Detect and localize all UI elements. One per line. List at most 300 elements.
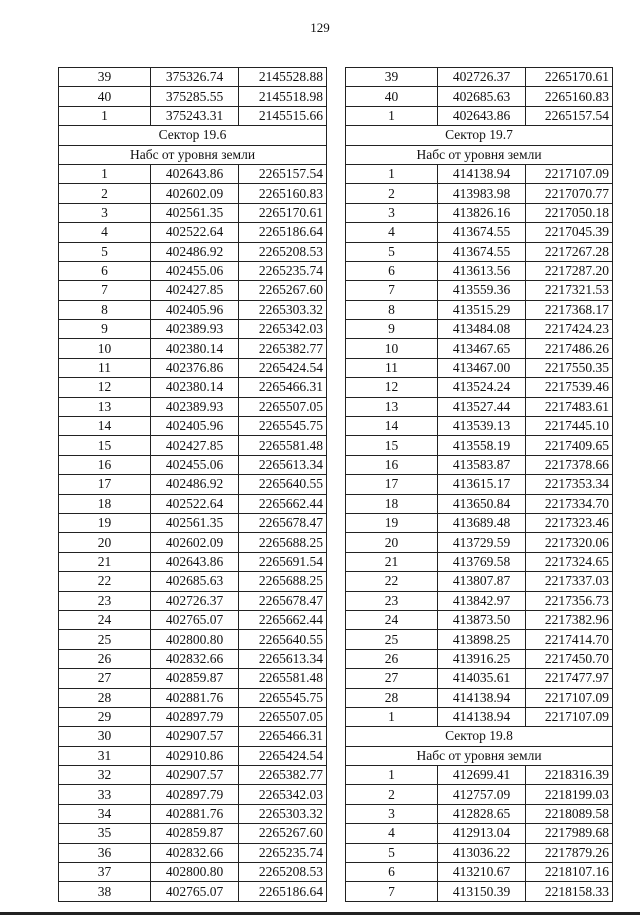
x-coordinate-cell: 402561.35: [151, 203, 239, 222]
y-coordinate-cell: 2265342.03: [239, 320, 327, 339]
table-row: [59, 300, 327, 319]
table-row: [346, 804, 613, 823]
x-coordinate-cell: 413615.17: [438, 475, 526, 494]
x-coordinate-cell: 414138.94: [438, 707, 526, 726]
y-coordinate-cell: 2265688.25: [239, 533, 327, 552]
x-coordinate-cell: 413150.39: [438, 882, 526, 901]
table-row: [59, 552, 327, 571]
x-coordinate-cell: 402643.86: [438, 106, 526, 125]
y-coordinate-cell: 2265208.53: [239, 242, 327, 261]
x-coordinate-cell: 375243.31: [151, 106, 239, 125]
point-number-cell: 16: [59, 455, 151, 474]
point-number-cell: 1: [59, 106, 151, 125]
point-number-cell: 25: [346, 630, 438, 649]
y-coordinate-cell: 2217450.70: [526, 649, 613, 668]
x-coordinate-cell: 402800.80: [151, 863, 239, 882]
table-row: [59, 87, 327, 106]
x-coordinate-cell: 402380.14: [151, 378, 239, 397]
y-coordinate-cell: 2265466.31: [239, 727, 327, 746]
point-number-cell: 5: [346, 843, 438, 862]
x-coordinate-cell: 414138.94: [438, 164, 526, 183]
table-row: [346, 436, 613, 455]
x-coordinate-cell: 413559.36: [438, 281, 526, 300]
section-heading-row: [59, 145, 327, 164]
table-row: [59, 397, 327, 416]
point-number-cell: 36: [59, 843, 151, 862]
x-coordinate-cell: 413036.22: [438, 843, 526, 862]
point-number-cell: 18: [59, 494, 151, 513]
x-coordinate-cell: 402389.93: [151, 320, 239, 339]
point-number-cell: 23: [346, 591, 438, 610]
point-number-cell: 40: [346, 87, 438, 106]
point-number-cell: 17: [59, 475, 151, 494]
x-coordinate-cell: 402726.37: [438, 68, 526, 87]
x-coordinate-cell: 375326.74: [151, 68, 239, 87]
x-coordinate-cell: 402907.57: [151, 727, 239, 746]
y-coordinate-cell: 2265424.54: [239, 358, 327, 377]
x-coordinate-cell: 402685.63: [438, 87, 526, 106]
x-coordinate-cell: 402859.87: [151, 669, 239, 688]
x-coordinate-cell: 413842.97: [438, 591, 526, 610]
table-row: [59, 824, 327, 843]
point-number-cell: 37: [59, 863, 151, 882]
point-number-cell: 9: [59, 320, 151, 339]
x-coordinate-cell: 402897.79: [151, 785, 239, 804]
point-number-cell: 16: [346, 455, 438, 474]
x-coordinate-cell: 413583.87: [438, 455, 526, 474]
table-row: [346, 572, 613, 591]
table-row: [59, 164, 327, 183]
point-number-cell: 35: [59, 824, 151, 843]
x-coordinate-cell: 402602.09: [151, 533, 239, 552]
point-number-cell: 20: [346, 533, 438, 552]
table-row: [346, 320, 613, 339]
table-row: [346, 378, 613, 397]
table-row: [59, 649, 327, 668]
y-coordinate-cell: 2265581.48: [239, 436, 327, 455]
point-number-cell: 6: [346, 261, 438, 280]
y-coordinate-cell: 2217045.39: [526, 223, 613, 242]
point-number-cell: 1: [346, 707, 438, 726]
x-coordinate-cell: 402643.86: [151, 164, 239, 183]
table-row: [346, 242, 613, 261]
y-coordinate-cell: 2217539.46: [526, 378, 613, 397]
y-coordinate-cell: 2265662.44: [239, 494, 327, 513]
table-row: [346, 707, 613, 726]
y-coordinate-cell: 2218089.58: [526, 804, 613, 823]
coordinates-table-left: [58, 67, 327, 902]
table-row: [346, 863, 613, 882]
x-coordinate-cell: 402376.86: [151, 358, 239, 377]
point-number-cell: 27: [346, 669, 438, 688]
point-number-cell: 4: [346, 824, 438, 843]
section-heading: Сектор 19.7: [346, 126, 613, 145]
x-coordinate-cell: 402602.09: [151, 184, 239, 203]
y-coordinate-cell: 2265507.05: [239, 707, 327, 726]
table-row: [346, 223, 613, 242]
table-row: [59, 203, 327, 222]
x-coordinate-cell: 413484.08: [438, 320, 526, 339]
x-coordinate-cell: 413527.44: [438, 397, 526, 416]
x-coordinate-cell: 402832.66: [151, 843, 239, 862]
x-coordinate-cell: 402561.35: [151, 513, 239, 532]
y-coordinate-cell: 2265157.54: [526, 106, 613, 125]
y-coordinate-cell: 2265157.54: [239, 164, 327, 183]
y-coordinate-cell: 2217334.70: [526, 494, 613, 513]
y-coordinate-cell: 2145528.88: [239, 68, 327, 87]
y-coordinate-cell: 2217287.20: [526, 261, 613, 280]
y-coordinate-cell: 2265678.47: [239, 513, 327, 532]
table-row: [59, 339, 327, 358]
x-coordinate-cell: 402765.07: [151, 610, 239, 629]
point-number-cell: 24: [59, 610, 151, 629]
section-heading-row: [346, 145, 613, 164]
table-row: [346, 494, 613, 513]
table-row: [59, 106, 327, 125]
x-coordinate-cell: 413898.25: [438, 630, 526, 649]
x-coordinate-cell: 402832.66: [151, 649, 239, 668]
table-row: [346, 261, 613, 280]
x-coordinate-cell: 402726.37: [151, 591, 239, 610]
x-coordinate-cell: 413689.48: [438, 513, 526, 532]
x-coordinate-cell: 402685.63: [151, 572, 239, 591]
y-coordinate-cell: 2265186.64: [239, 223, 327, 242]
page-number: 129: [310, 20, 330, 35]
table-row: [59, 378, 327, 397]
point-number-cell: 19: [59, 513, 151, 532]
table-row: [346, 300, 613, 319]
y-coordinate-cell: 2217879.26: [526, 843, 613, 862]
point-number-cell: 20: [59, 533, 151, 552]
section-heading: Набс от уровня земли: [346, 746, 613, 765]
x-coordinate-cell: 402455.06: [151, 261, 239, 280]
point-number-cell: 10: [59, 339, 151, 358]
x-coordinate-cell: 402486.92: [151, 242, 239, 261]
x-coordinate-cell: 402765.07: [151, 882, 239, 901]
x-coordinate-cell: 375285.55: [151, 87, 239, 106]
y-coordinate-cell: 2217050.18: [526, 203, 613, 222]
y-coordinate-cell: 2265382.77: [239, 766, 327, 785]
point-number-cell: 19: [346, 513, 438, 532]
coordinates-table-right: [345, 67, 613, 902]
y-coordinate-cell: 2217486.26: [526, 339, 613, 358]
table-row: [346, 397, 613, 416]
x-coordinate-cell: 413729.59: [438, 533, 526, 552]
table-row: [346, 358, 613, 377]
x-coordinate-cell: 413467.00: [438, 358, 526, 377]
y-coordinate-cell: 2218107.16: [526, 863, 613, 882]
y-coordinate-cell: 2217324.65: [526, 552, 613, 571]
y-coordinate-cell: 2265424.54: [239, 746, 327, 765]
point-number-cell: 2: [346, 785, 438, 804]
y-coordinate-cell: 2265208.53: [239, 863, 327, 882]
y-coordinate-cell: 2265545.75: [239, 688, 327, 707]
y-coordinate-cell: 2265688.25: [239, 572, 327, 591]
table-row: [346, 824, 613, 843]
table-row: [59, 223, 327, 242]
table-row: [346, 785, 613, 804]
x-coordinate-cell: 413769.58: [438, 552, 526, 571]
point-number-cell: 8: [346, 300, 438, 319]
point-number-cell: 33: [59, 785, 151, 804]
section-heading: Сектор 19.8: [346, 727, 613, 746]
table-row: [59, 804, 327, 823]
point-number-cell: 2: [346, 184, 438, 203]
table-row: [59, 882, 327, 901]
y-coordinate-cell: 2265613.34: [239, 455, 327, 474]
y-coordinate-cell: 2217070.77: [526, 184, 613, 203]
y-coordinate-cell: 2265581.48: [239, 669, 327, 688]
section-heading-row: [346, 727, 613, 746]
y-coordinate-cell: 2265640.55: [239, 630, 327, 649]
y-coordinate-cell: 2265170.61: [526, 68, 613, 87]
table-row: [59, 436, 327, 455]
table-row: [59, 261, 327, 280]
table-row: [346, 184, 613, 203]
y-coordinate-cell: 2217368.17: [526, 300, 613, 319]
table-row: [346, 455, 613, 474]
x-coordinate-cell: 413650.84: [438, 494, 526, 513]
y-coordinate-cell: 2265170.61: [239, 203, 327, 222]
point-number-cell: 2: [59, 184, 151, 203]
table-row: [346, 882, 613, 901]
x-coordinate-cell: 402427.85: [151, 436, 239, 455]
point-number-cell: 6: [346, 863, 438, 882]
table-row: [346, 417, 613, 436]
table-row: [346, 68, 613, 87]
point-number-cell: 13: [346, 397, 438, 416]
table-row: [346, 669, 613, 688]
point-number-cell: 21: [346, 552, 438, 571]
y-coordinate-cell: 2217378.66: [526, 455, 613, 474]
table-row: [59, 707, 327, 726]
y-coordinate-cell: 2265235.74: [239, 843, 327, 862]
y-coordinate-cell: 2265507.05: [239, 397, 327, 416]
table-row: [59, 572, 327, 591]
point-number-cell: 9: [346, 320, 438, 339]
x-coordinate-cell: 413873.50: [438, 610, 526, 629]
point-number-cell: 27: [59, 669, 151, 688]
point-number-cell: 24: [346, 610, 438, 629]
point-number-cell: 12: [59, 378, 151, 397]
point-number-cell: 39: [346, 68, 438, 87]
point-number-cell: 22: [59, 572, 151, 591]
point-number-cell: 32: [59, 766, 151, 785]
x-coordinate-cell: 402859.87: [151, 824, 239, 843]
y-coordinate-cell: 2217414.70: [526, 630, 613, 649]
table-row: [59, 591, 327, 610]
y-coordinate-cell: 2218316.39: [526, 766, 613, 785]
x-coordinate-cell: 414138.94: [438, 688, 526, 707]
y-coordinate-cell: 2265613.34: [239, 649, 327, 668]
point-number-cell: 18: [346, 494, 438, 513]
y-coordinate-cell: 2217107.09: [526, 164, 613, 183]
x-coordinate-cell: 402522.64: [151, 223, 239, 242]
x-coordinate-cell: 412699.41: [438, 766, 526, 785]
y-coordinate-cell: 2218199.03: [526, 785, 613, 804]
table-row: [59, 766, 327, 785]
table-row: [59, 610, 327, 629]
y-coordinate-cell: 2217107.09: [526, 707, 613, 726]
point-number-cell: 31: [59, 746, 151, 765]
table-row: [346, 203, 613, 222]
x-coordinate-cell: 402897.79: [151, 707, 239, 726]
point-number-cell: 4: [59, 223, 151, 242]
x-coordinate-cell: 413674.55: [438, 242, 526, 261]
table-row: [346, 552, 613, 571]
y-coordinate-cell: 2217445.10: [526, 417, 613, 436]
x-coordinate-cell: 413983.98: [438, 184, 526, 203]
x-coordinate-cell: 413613.56: [438, 261, 526, 280]
point-number-cell: 6: [59, 261, 151, 280]
table-row: [346, 533, 613, 552]
table-row: [59, 358, 327, 377]
table-row: [346, 164, 613, 183]
x-coordinate-cell: 413524.24: [438, 378, 526, 397]
y-coordinate-cell: 2217382.96: [526, 610, 613, 629]
point-number-cell: 22: [346, 572, 438, 591]
point-number-cell: 3: [59, 203, 151, 222]
x-coordinate-cell: 413558.19: [438, 436, 526, 455]
y-coordinate-cell: 2217409.65: [526, 436, 613, 455]
table-row: [59, 475, 327, 494]
x-coordinate-cell: 413515.29: [438, 300, 526, 319]
x-coordinate-cell: 402405.96: [151, 300, 239, 319]
x-coordinate-cell: 402455.06: [151, 455, 239, 474]
point-number-cell: 1: [346, 766, 438, 785]
y-coordinate-cell: 2265662.44: [239, 610, 327, 629]
x-coordinate-cell: 413674.55: [438, 223, 526, 242]
x-coordinate-cell: 402800.80: [151, 630, 239, 649]
point-number-cell: 28: [59, 688, 151, 707]
table-row: [346, 649, 613, 668]
y-coordinate-cell: 2265678.47: [239, 591, 327, 610]
table-row: [59, 533, 327, 552]
table-row: [59, 320, 327, 339]
y-coordinate-cell: 2265691.54: [239, 552, 327, 571]
point-number-cell: 23: [59, 591, 151, 610]
x-coordinate-cell: 412913.04: [438, 824, 526, 843]
x-coordinate-cell: 402881.76: [151, 688, 239, 707]
table-row: [59, 68, 327, 87]
point-number-cell: 1: [346, 106, 438, 125]
point-number-cell: 3: [346, 203, 438, 222]
x-coordinate-cell: 413210.67: [438, 863, 526, 882]
x-coordinate-cell: 412828.65: [438, 804, 526, 823]
x-coordinate-cell: 402389.93: [151, 397, 239, 416]
table-row: [346, 843, 613, 862]
x-coordinate-cell: 402486.92: [151, 475, 239, 494]
point-number-cell: 7: [346, 882, 438, 901]
y-coordinate-cell: 2145515.66: [239, 106, 327, 125]
section-heading-row: [346, 126, 613, 145]
table-row: [59, 863, 327, 882]
x-coordinate-cell: 402881.76: [151, 804, 239, 823]
x-coordinate-cell: 413467.65: [438, 339, 526, 358]
point-number-cell: 15: [59, 436, 151, 455]
y-coordinate-cell: 2217323.46: [526, 513, 613, 532]
point-number-cell: 21: [59, 552, 151, 571]
section-heading: Набс от уровня земли: [59, 145, 327, 164]
point-number-cell: 39: [59, 68, 151, 87]
point-number-cell: 15: [346, 436, 438, 455]
table-row: [59, 184, 327, 203]
x-coordinate-cell: 413916.25: [438, 649, 526, 668]
y-coordinate-cell: 2265267.60: [239, 824, 327, 843]
table-row: [346, 281, 613, 300]
point-number-cell: 14: [59, 417, 151, 436]
x-coordinate-cell: 402522.64: [151, 494, 239, 513]
point-number-cell: 8: [59, 300, 151, 319]
table-row: [59, 455, 327, 474]
table-row: [346, 766, 613, 785]
y-coordinate-cell: 2265160.83: [526, 87, 613, 106]
x-coordinate-cell: 402907.57: [151, 766, 239, 785]
y-coordinate-cell: 2217353.34: [526, 475, 613, 494]
y-coordinate-cell: 2265382.77: [239, 339, 327, 358]
y-coordinate-cell: 2265342.03: [239, 785, 327, 804]
section-heading-row: [59, 126, 327, 145]
table-row: [59, 513, 327, 532]
point-number-cell: 7: [346, 281, 438, 300]
x-coordinate-cell: 402380.14: [151, 339, 239, 358]
point-number-cell: 26: [59, 649, 151, 668]
point-number-cell: 5: [346, 242, 438, 261]
y-coordinate-cell: 2145518.98: [239, 87, 327, 106]
y-coordinate-cell: 2217989.68: [526, 824, 613, 843]
y-coordinate-cell: 2265235.74: [239, 261, 327, 280]
y-coordinate-cell: 2217321.53: [526, 281, 613, 300]
y-coordinate-cell: 2265303.32: [239, 300, 327, 319]
point-number-cell: 11: [346, 358, 438, 377]
y-coordinate-cell: 2217477.97: [526, 669, 613, 688]
y-coordinate-cell: 2217267.28: [526, 242, 613, 261]
y-coordinate-cell: 2265160.83: [239, 184, 327, 203]
y-coordinate-cell: 2218158.33: [526, 882, 613, 901]
table-row: [59, 630, 327, 649]
table-row: [346, 106, 613, 125]
x-coordinate-cell: 413539.13: [438, 417, 526, 436]
table-row: [59, 746, 327, 765]
x-coordinate-cell: 413807.87: [438, 572, 526, 591]
point-number-cell: 34: [59, 804, 151, 823]
point-number-cell: 1: [346, 164, 438, 183]
point-number-cell: 40: [59, 87, 151, 106]
point-number-cell: 7: [59, 281, 151, 300]
x-coordinate-cell: 402427.85: [151, 281, 239, 300]
x-coordinate-cell: 402405.96: [151, 417, 239, 436]
x-coordinate-cell: 402910.86: [151, 746, 239, 765]
y-coordinate-cell: 2217337.03: [526, 572, 613, 591]
table-row: [59, 669, 327, 688]
table-row: [59, 494, 327, 513]
table-row: [346, 513, 613, 532]
point-number-cell: 30: [59, 727, 151, 746]
table-row: [346, 610, 613, 629]
point-number-cell: 38: [59, 882, 151, 901]
table-row: [346, 475, 613, 494]
point-number-cell: 14: [346, 417, 438, 436]
section-heading-row: [346, 746, 613, 765]
table-row: [59, 688, 327, 707]
table-row: [59, 417, 327, 436]
y-coordinate-cell: 2265640.55: [239, 475, 327, 494]
point-number-cell: 13: [59, 397, 151, 416]
table-row: [346, 630, 613, 649]
point-number-cell: 10: [346, 339, 438, 358]
point-number-cell: 26: [346, 649, 438, 668]
point-number-cell: 4: [346, 223, 438, 242]
